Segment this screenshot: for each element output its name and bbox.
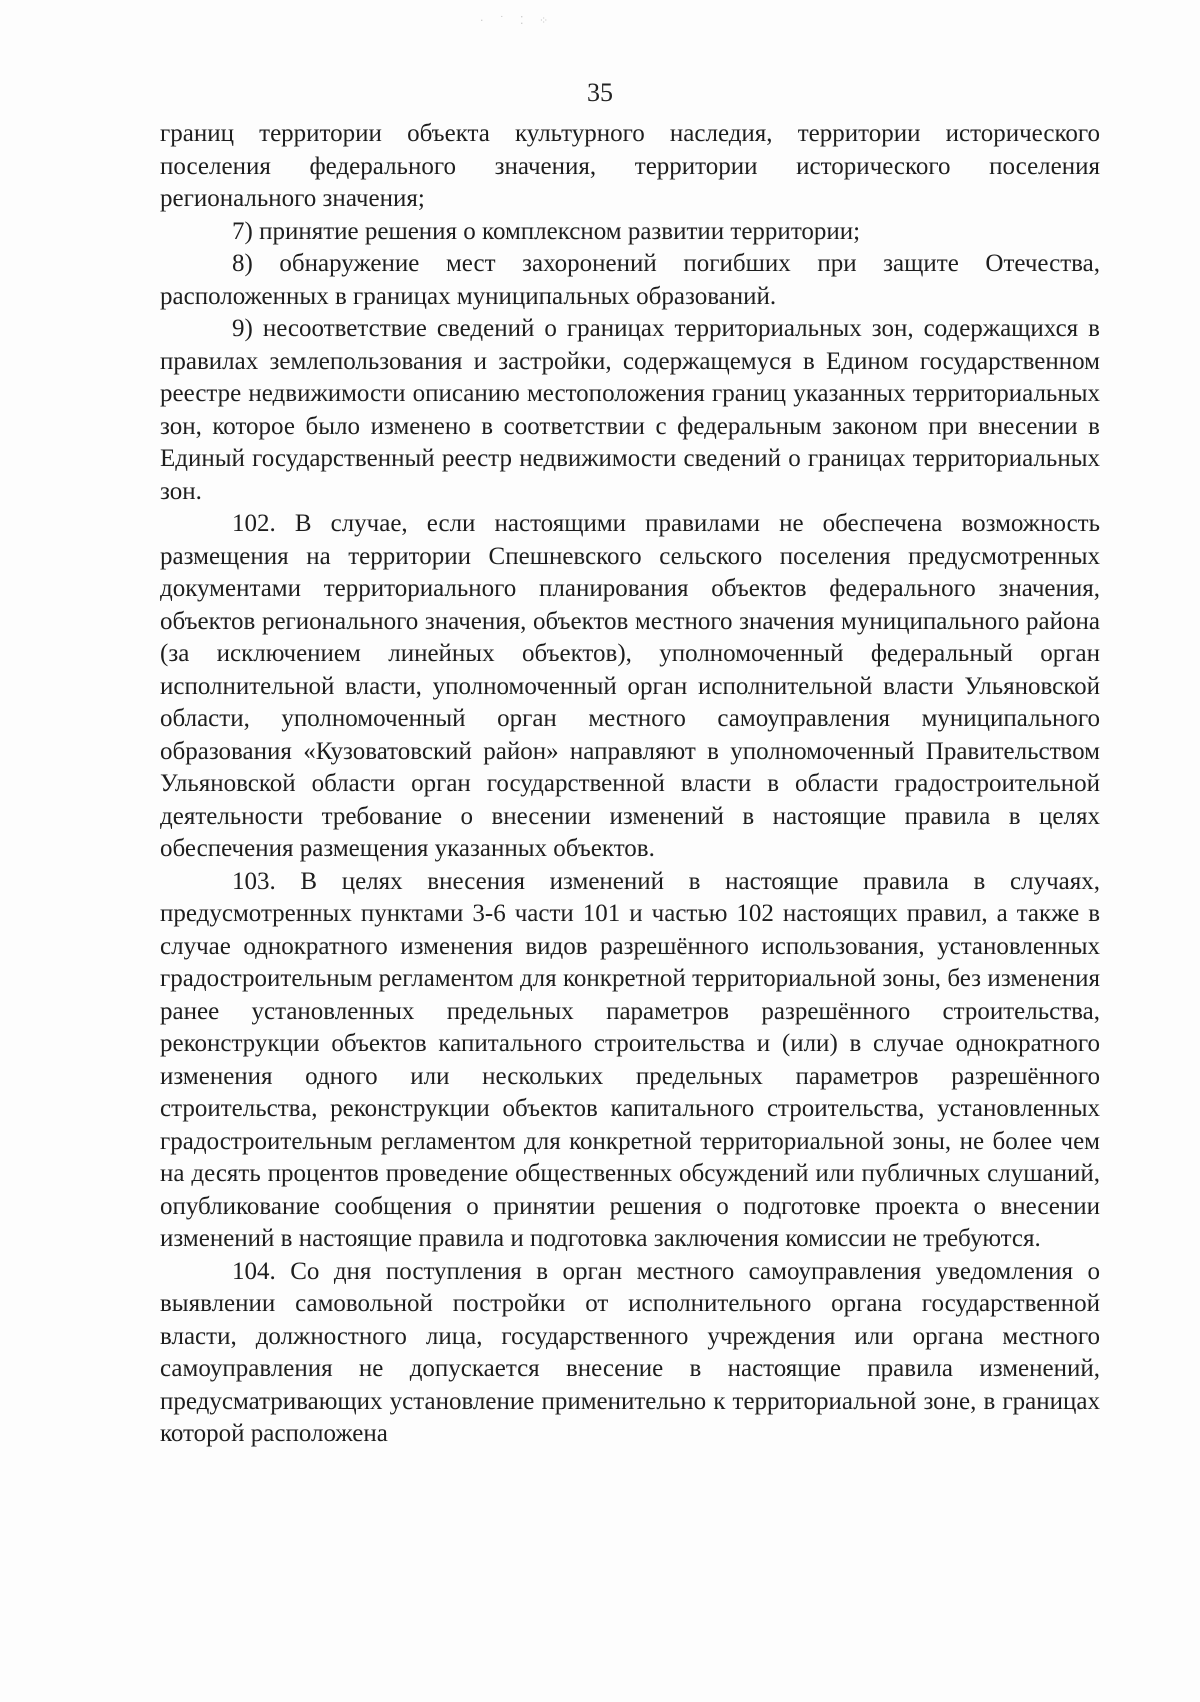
paragraph-clause-104: 104. Со дня поступления в орган местного самоуправления уведомления о выявлении самовольной постройки от исполнительного органа государственной власти, должностного лица, государственного учреждения или органа местного самоуправления не допускается внесение в настоящие правила изменений, предусматривающих установление применительно к территориальной зоне, в границах которой расположена: [160, 1257, 1100, 1447]
paragraph-item-7: 7) принятие решения о комплексном развитии территории;: [232, 217, 861, 245]
document-body: [160, 118, 1100, 1451]
paragraph-item-9: 9) несоответствие сведений о границах территориальных зон, содержащихся в правилах землепользования и застройки, содержащемуся в Едином государственном реестре недвижимости описанию местоположения границ указанных территориальных зон, которое было изменено в соответствии с федеральным законом при внесении в Единый государственный реестр недвижимости сведений о границах территориальных зон.: [160, 315, 1100, 505]
paragraph-clause-102: 102. В случае, если настоящими правилами не обеспечена возможность размещения на территории Спешневского сельского поселения предусмотренных документами территориального планирования объектов федерального значения, объектов регионального значения, объектов местного значения муниципального района (за исключением линейных объектов), уполномоченный федеральный орган исполнительной власти, уполномоченный орган исполнительной власти Ульяновской области, уполномоченный орган местного самоуправления муниципального образования «Кузоватовский район» направляют в уполномоченный Правительством Ульяновской области орган государственной власти в области градостроительной деятельности требование о внесении изменений в настоящие правила в целях обеспечения размещения указанных объектов.: [160, 510, 1100, 862]
scan-artifact: · ˙ ⁚ ⁘: [480, 14, 555, 27]
paragraph-clause-103: 103. В целях внесения изменений в настоящие правила в случаях, предусмотренных пунктами 3-6 части 101 и частью 102 настоящих правил, а также в случае однократного изменения видов разрешённого использования, установленных градостроительным регламентом для конкретной территориальной зоны, без изменения ранее установленных предельных параметров разрешённого строительства, реконструкции объектов капитального строительства и (или) в случае однократного изменения одного или нескольких предельных параметров разрешённого строительства, реконструкции объектов капитального строительства, установленных градостроительным регламентом для конкретной территориальной зоны, не более чем на десять процентов проведение общественных обсуждений или публичных слушаний, опубликование сообщения о принятии решения о подготовке проекта о внесении изменений в настоящие правила и подготовка заключения комиссии не требуются.: [160, 867, 1100, 1252]
page-number: 35: [587, 78, 613, 107]
paragraph-item-8: 8) обнаружение мест захоронений погибших при защите Отечества, расположенных в границах муниципальных образований.: [160, 250, 1100, 310]
paragraph-continuation: границ территории объекта культурного наследия, территории исторического поселения федерального значения, территории исторического поселения регионального значения;: [160, 120, 1100, 212]
